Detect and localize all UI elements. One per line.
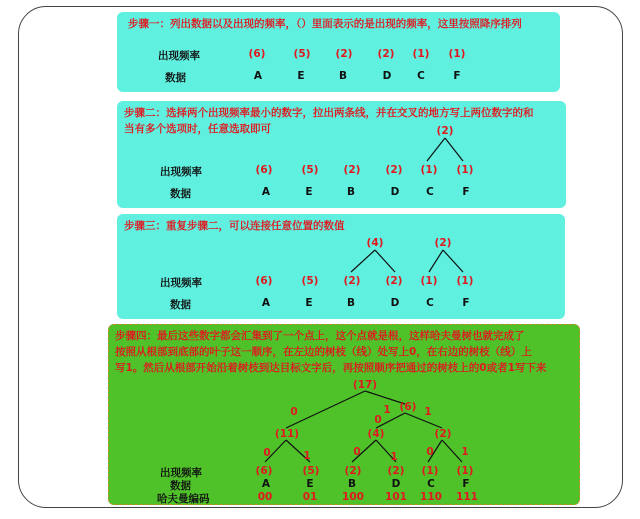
s3-letter-d: D [390,297,400,309]
s3-freq-f: (1) [456,275,474,287]
s3-letter-e: E [305,297,313,309]
s1-letter-d: D [382,70,392,82]
s3-letter-f: F [462,297,470,309]
bit-root-left: 0 [290,406,298,418]
s4-code-a: 00 [257,491,273,503]
bit-n4-left: 0 [353,446,361,458]
s3-node-2: (2) [434,237,452,249]
s2-letter-b: B [346,186,356,198]
s2-letter-e: E [305,186,313,198]
s1-letter-a: A [253,70,263,82]
s4-letter-b: B [347,478,357,490]
s1-freq-c: (1) [412,48,430,60]
step4-data-label: 数据 [170,480,191,492]
step1-freq-label: 出现频率 [158,50,200,62]
s1-letter-c: C [417,70,425,82]
s4-code-b: 100 [342,491,364,503]
s4-node-6: (6) [399,401,417,413]
s2-freq-f: (1) [456,164,474,176]
step3-data-label: 数据 [170,299,191,311]
s1-freq-a: (6) [248,48,266,60]
s2-letter-c: C [426,186,434,198]
s4-node-11: (11) [274,428,300,440]
s2-letter-d: D [390,186,400,198]
s2-freq-c: (1) [420,164,438,176]
s4-letter-f: F [462,478,470,490]
step4-freq-label: 出现频率 [160,467,202,479]
s2-freq-d: (2) [385,164,403,176]
s4-code-e: 01 [302,491,318,503]
s1-letter-b: B [338,70,348,82]
s2-freq-b: (2) [343,164,361,176]
s3-freq-b: (2) [343,275,361,287]
step3-freq-label: 出现频率 [160,277,202,289]
step2-line1: 步骤二：选择两个出现频率最小的数字，拉出两条线，并在交叉的地方写上两位数字的和 [124,107,534,119]
s1-freq-f: (1) [448,48,466,60]
s2-letter-a: A [261,186,271,198]
s3-node-4: (4) [366,237,384,249]
step3-text: 步骤三：重复步骤二，可以连接任意位置的数值 [124,220,345,232]
s4-freq-e: (5) [302,465,320,477]
s4-root: (17) [352,379,378,391]
step4-line2: 按照从根部到底部的叶子这一顺序，在左边的树枝（线）处写上0，在右边的树枝（线）上 [115,346,532,358]
s4-code-d: 101 [385,491,407,503]
s4-freq-f: (1) [456,465,474,477]
s3-freq-e: (5) [301,275,319,287]
bit-n4-right: 1 [390,451,398,463]
s3-letter-b: B [346,297,356,309]
step1-text: 步骤一：列出数据以及出现的频率，（）里面表示的是出现的频率，这里按照降序排列 [128,18,522,30]
s4-freq-a: (6) [255,465,273,477]
bit-root-right: 1 [383,404,391,416]
s4-code-f: 111 [456,491,478,503]
s1-letter-f: F [453,70,461,82]
s4-node-2: (2) [434,428,452,440]
bit-n11-right: 1 [303,450,311,462]
s3-letter-c: C [426,297,434,309]
step2-data-label: 数据 [170,188,191,200]
bit-n11-left: 0 [263,447,271,459]
s3-freq-a: (6) [255,275,273,287]
s4-code-c: 110 [420,491,442,503]
s1-freq-e: (5) [293,48,311,60]
s2-freq-a: (6) [255,164,273,176]
s1-letter-e: E [297,70,305,82]
s2-node-2: (2) [436,125,454,137]
step1-data-label: 数据 [165,72,186,84]
s2-letter-f: F [462,186,470,198]
s3-freq-d: (2) [385,275,403,287]
step2-line2: 当有多个选项时，任意选取即可 [124,123,271,135]
step2-freq-label: 出现频率 [160,166,202,178]
s4-letter-a: A [261,478,271,490]
s4-letter-e: E [306,478,314,490]
s4-letter-d: D [391,478,401,490]
step4-line3: 写1。然后从根部开始沿着树枝到达目标文字后，再按照顺序把通过的树枝上的0或者1写下来 [115,362,547,374]
s4-node-4: (4) [367,428,385,440]
s1-freq-d: (2) [377,48,395,60]
step4-code-label: 哈夫曼编码 [157,493,210,505]
bit-n6-right: 1 [424,406,432,418]
s3-freq-c: (1) [420,275,438,287]
s4-freq-d: (2) [387,465,405,477]
bit-n6-left: 0 [374,414,382,426]
s4-letter-c: C [427,478,435,490]
step4-line1: 步骤四：最后这些数字都会汇集到了一个点上，这个点就是根，这样哈夫曼树也就完成了 [115,330,525,342]
s3-letter-a: A [261,297,271,309]
s2-freq-e: (5) [301,164,319,176]
s4-freq-c: (1) [421,465,439,477]
s1-freq-b: (2) [335,48,353,60]
s4-freq-b: (2) [344,465,362,477]
bit-n2-left: 0 [426,446,434,458]
bit-n2-right: 1 [461,446,469,458]
